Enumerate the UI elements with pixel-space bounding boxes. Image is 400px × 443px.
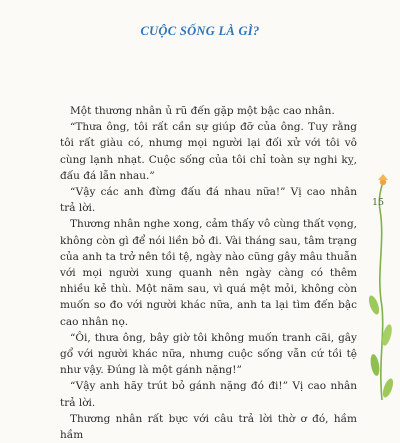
story-body	[60, 103, 357, 443]
paragraph: “Vậy anh hãy trút bỏ gánh nặng đó đi!” Vị cao nhân trả lời.	[60, 380, 357, 409]
petal-icon	[378, 174, 388, 180]
paragraph: Thương nhân rất bực với câu trả lời thờ ơ đó, hầm hầm	[60, 412, 357, 442]
paragraph: Thương nhân nghe xong, cảm thấy vô cùng thất vọng, không còn gì để nói liền bỏ đi. Vài tháng sau, tâm trạng của anh ta trở nên tồi tệ, ngày nào cũng gây mâu thuẫn với mọi người xung quanh nên ngày càng có thêm nhiều kẻ thù. Một năm sau, vì quá mệt mỏi, không còn muốn so đo với người khác nữa, anh ta lại tìm đến bậc cao nhân nọ.	[60, 218, 357, 328]
paragraph: “Vậy các anh đừng đấu đá nhau nữa!” Vị cao nhân trả lời.	[60, 186, 357, 215]
paragraph: “Ôi, thưa ông, bây giờ tôi không muốn tranh cãi, gây gổ với người khác nữa, nhưng cuộc sống vẫn cứ tồi tệ như vậy. Đúng là một gánh nặng!”	[60, 331, 357, 377]
vine-stem	[379, 185, 382, 400]
page-title: CUỘC SỐNG LÀ GÌ?	[140, 24, 260, 38]
leaf-icon	[369, 353, 381, 376]
page-number: 15	[372, 197, 385, 208]
paragraph: Một thương nhân ủ rũ đến gặp một bậc cao nhân.	[70, 105, 335, 117]
leaf-icon	[381, 377, 395, 399]
leaf-icon	[367, 294, 381, 316]
paragraph: “Thưa ông, tôi rất cần sự giúp đỡ của ông. Tuy rằng tôi rất giàu có, nhưng mọi người lại đối xử với tôi vô cùng lạnh nhạt. Cuộc sống của tôi chỉ toàn sự nghi kỵ, đấu đá lẫn nhau.”	[60, 121, 357, 182]
